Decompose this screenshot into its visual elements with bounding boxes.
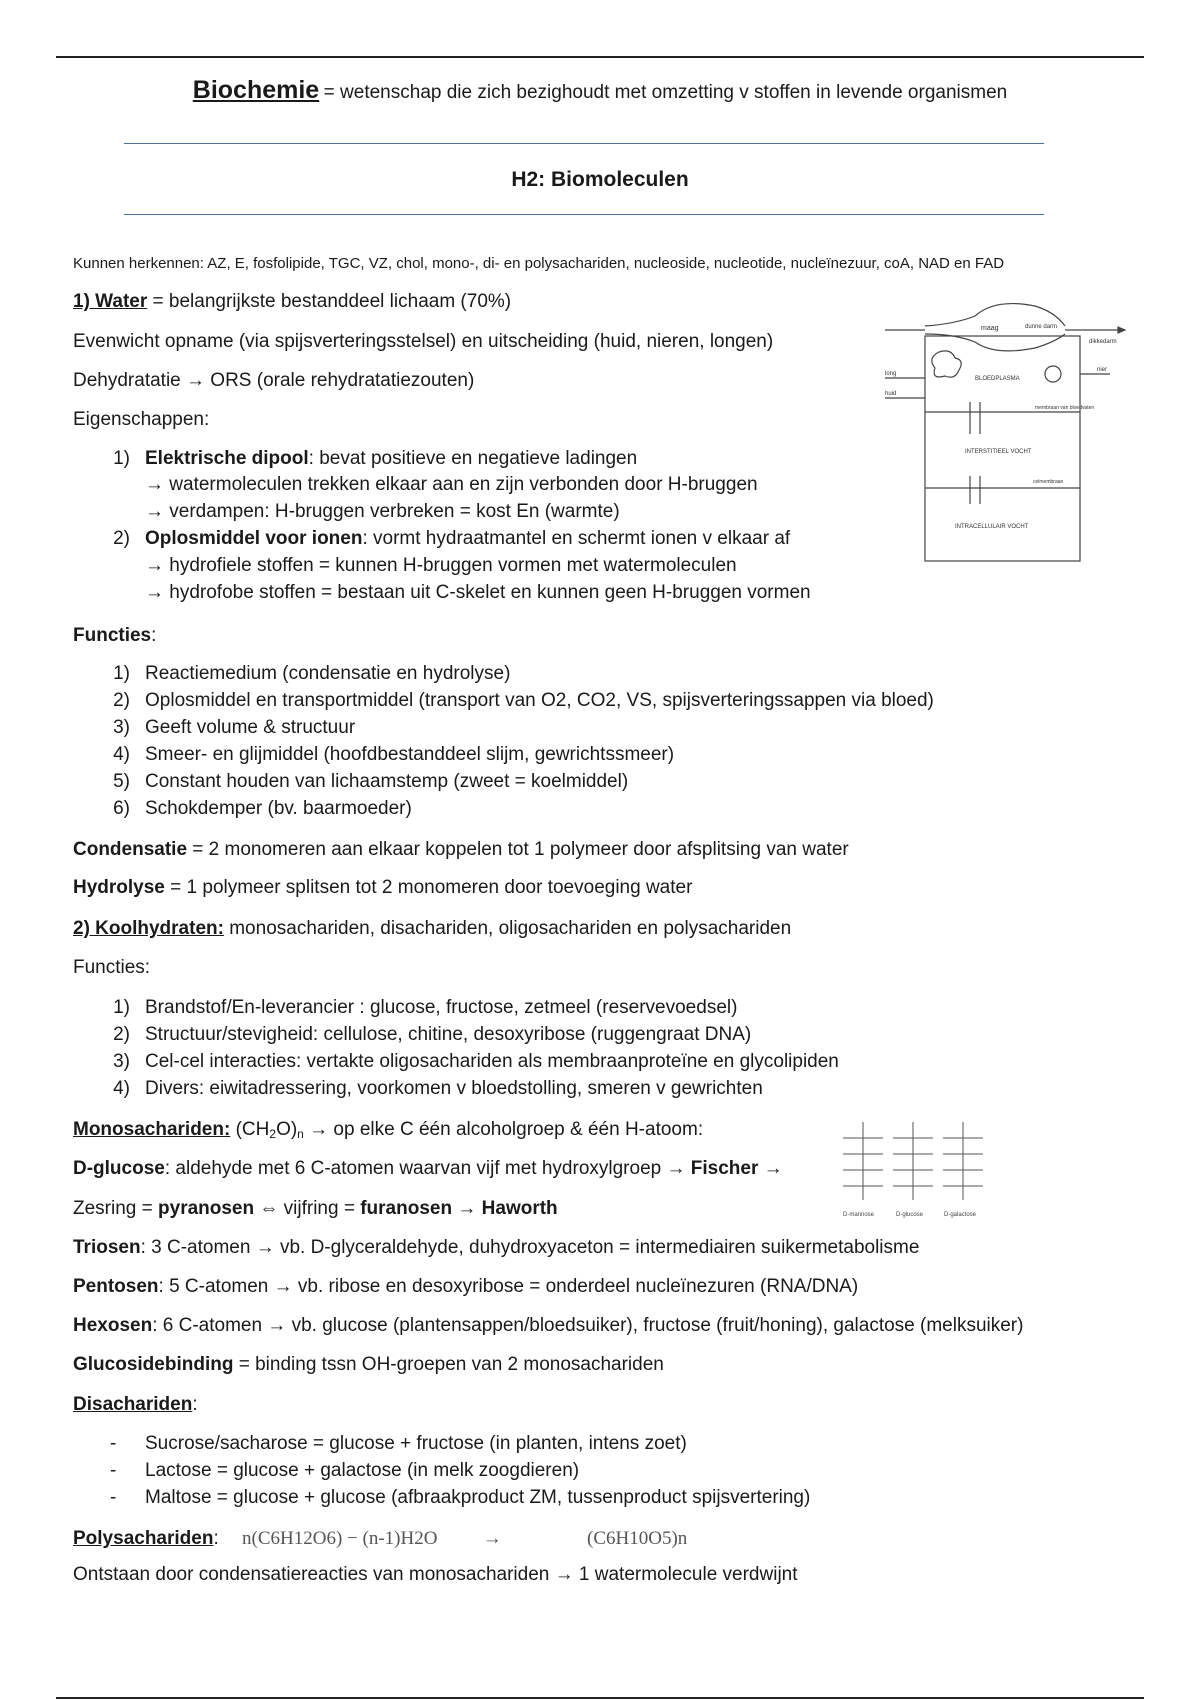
top-page-rule — [56, 56, 1144, 58]
carb-function-number: 3) — [113, 1051, 130, 1072]
title-definition: = wetenschap die zich bezighoudt met omzetting v stoffen in levende organismen — [323, 82, 1008, 103]
carb-function-number: 1) — [113, 997, 130, 1018]
diagram-label-interstitieel: INTERSTITIEEL VOCHT — [965, 449, 1032, 455]
polysaccharide-formula-right: (C6H10O5)n — [587, 1528, 688, 1549]
ring-forms-line: Zesring = pyranosen ⇔ vijfring = furanosen → Haworth — [73, 1198, 558, 1219]
title-word: Biochemie — [192, 76, 320, 104]
property-1: Elektrische dipool: bevat positieve en negatieve ladingen — [145, 448, 638, 469]
water-function-item: Smeer- en glijmiddel (hoofdbestanddeel slijm, gewrichtssmeer) — [145, 744, 675, 765]
hexoses-line: Hexosen: 6 C-atomen → vb. glucose (plantensappen/bloedsuiker), fructose (fruit/honing), galactose (melksuiker) — [73, 1315, 1024, 1336]
polysaccharide-formula-left: n(C6H12O6) − (n-1)H2O — [242, 1528, 438, 1549]
bottom-page-rule — [56, 1697, 1144, 1699]
bullet-dash: - — [110, 1433, 117, 1454]
water-function-item: Schokdemper (bv. baarmoeder) — [145, 798, 412, 819]
diagram-label-nier: nier — [1097, 367, 1108, 373]
polysaccharides-origin: Ontstaan door condensatiereacties van monosachariden → 1 watermolecule verdwijnt — [73, 1564, 798, 1585]
disaccharide-item: Maltose = glucose + glucose (afbraakproduct ZM, tussenproduct spijsvertering) — [145, 1487, 811, 1508]
carbs-heading: 2) Koolhydraten: monosachariden, disachariden, oligosachariden en polysachariden — [73, 918, 792, 939]
fischer-label: D-mannose — [843, 1212, 875, 1218]
water-function-number: 1) — [113, 663, 130, 684]
glucoside-bond-line: Glucosidebinding = binding tssn OH-groepen van 2 monosachariden — [73, 1354, 664, 1375]
water-function-item: Oplosmiddel en transportmiddel (transport van O2, CO2, VS, spijsverteringssappen via bloed) — [145, 690, 934, 711]
monosaccharides-line: Monosachariden: $(CH_2O)_n$ → op elke C één alcoholgroep & één H-atoom: — [73, 1119, 704, 1141]
carb-function-number: 4) — [113, 1078, 130, 1099]
pentoses-line: Pentosen: 5 C-atomen → vb. ribose en desoxyribose = onderdeel nucleïnezuren (RNA/DNA) — [73, 1276, 859, 1297]
carb-function-item: Cel-cel interacties: vertakte oligosachariden als membraanproteïne en glycolipiden — [145, 1051, 839, 1072]
bullet-dash: - — [110, 1487, 117, 1508]
water-functions-label: Functies: — [73, 625, 157, 646]
water-function-number: 6) — [113, 798, 130, 819]
chapter-rule-top — [124, 143, 1044, 144]
polysaccharide-arrow: → — [482, 1528, 502, 1549]
fischer-projections — [838, 1110, 993, 1225]
fischer-label: D-glucose — [896, 1212, 924, 1218]
diagram-label-huid: huid — [885, 391, 897, 397]
carb-function-item: Divers: eiwitadressering, voorkomen v bloedstolling, smeren v gewrichten — [145, 1078, 763, 1099]
body-fluid-diagram — [885, 298, 1130, 568]
property-2: Oplosmiddel voor ionen: vormt hydraatmantel en schermt ionen v elkaar af — [145, 528, 791, 549]
d-glucose-line: D-glucose: aldehyde met 6 C-atomen waarvan vijf met hydroxylgroep → Fischer → — [73, 1158, 783, 1179]
page-title — [0, 76, 1200, 105]
polysaccharides-line: Polysachariden: n(C6H12O6) − (n-1)H2O → (C6H10O5)n — [73, 1528, 688, 1549]
diagram-label-long: long — [885, 371, 897, 377]
trioses-line: Triosen: 3 C-atomen → vb. D-glyceraldehyde, duhydroxyaceton = intermediairen suikermetabolisme — [73, 1237, 920, 1258]
water-function-number: 5) — [113, 771, 130, 792]
water-function-number: 4) — [113, 744, 130, 765]
chapter-rule-bottom — [124, 214, 1044, 215]
water-function-item: Reactiemedium (condensatie en hydrolyse) — [145, 663, 511, 684]
water-function-number: 3) — [113, 717, 130, 738]
bullet-dash: - — [110, 1460, 117, 1481]
property-2-number: 2) — [113, 528, 130, 549]
condensation-definition: Condensatie = 2 monomeren aan elkaar koppelen tot 1 polymeer door afsplitsing van water — [73, 839, 849, 860]
properties-label: Eigenschappen: — [73, 409, 210, 430]
diagram-label-plasma: BLOEDPLASMA — [975, 376, 1020, 382]
diagram-label-darm: dunne darm — [1025, 324, 1058, 330]
hydrolysis-definition: Hydrolyse = 1 polymeer splitsen tot 2 monomeren door toevoeging water — [73, 877, 693, 898]
diagram-label-maag: maag — [981, 325, 999, 332]
disaccharides-label: Disachariden: — [73, 1394, 198, 1415]
water-line-2: Dehydratatie → ORS (orale rehydratatiezouten) — [73, 370, 475, 391]
property-2-detail-a: → hydrofiele stoffen = kunnen H-bruggen vormen met watermoleculen — [145, 555, 737, 576]
carb-function-number: 2) — [113, 1024, 130, 1045]
carbs-functions-label: Functies: — [73, 957, 151, 978]
property-2-detail-b: → hydrofobe stoffen = bestaan uit C-skelet en kunnen geen H-bruggen vormen — [145, 582, 811, 603]
carb-function-item: Structuur/stevigheid: cellulose, chitine, desoxyribose (ruggengraat DNA) — [145, 1024, 752, 1045]
diagram-label-dikke: dikkedarm — [1089, 339, 1117, 345]
diagram-label-celmembraan: celmembraan — [1033, 479, 1064, 485]
chapter-title: H2: Biomoleculen — [511, 168, 689, 191]
water-line-1: Evenwicht opname (via spijsverteringsstelsel) en uitscheiding (huid, nieren, longen) — [73, 331, 774, 352]
diagram-label-intracellulair: INTRACELLULAIR VOCHT — [955, 524, 1029, 530]
water-function-number: 2) — [113, 690, 130, 711]
property-1-detail-a: → watermoleculen trekken elkaar aan en zijn verbonden door H-bruggen — [145, 474, 758, 495]
fischer-label: D-galactose — [944, 1212, 977, 1218]
water-function-item: Constant houden van lichaamstemp (zweet = koelmiddel) — [145, 771, 629, 792]
water-function-item: Geeft volume & structuur — [145, 717, 356, 738]
disaccharide-item: Sucrose/sacharose = glucose + fructose (in planten, intens zoet) — [145, 1433, 687, 1454]
property-1-detail-b: → verdampen: H-bruggen verbreken = kost En (warmte) — [145, 501, 620, 522]
property-1-number: 1) — [113, 448, 130, 469]
diagram-label-membraan: membraan van bloedvaten — [1035, 405, 1095, 411]
recognize-note: Kunnen herkennen: AZ, E, fosfolipide, TGC, VZ, chol, mono-, di- en polysachariden, nucleoside, nucleotide, nucleïnezuur, coA, NAD en FAD — [73, 255, 1005, 272]
water-heading: 1) Water = belangrijkste bestanddeel lichaam (70%) — [73, 291, 512, 312]
disaccharide-item: Lactose = glucose + galactose (in melk zoogdieren) — [145, 1460, 580, 1481]
carb-function-item: Brandstof/En-leverancier : glucose, fructose, zetmeel (reservevoedsel) — [145, 997, 738, 1018]
